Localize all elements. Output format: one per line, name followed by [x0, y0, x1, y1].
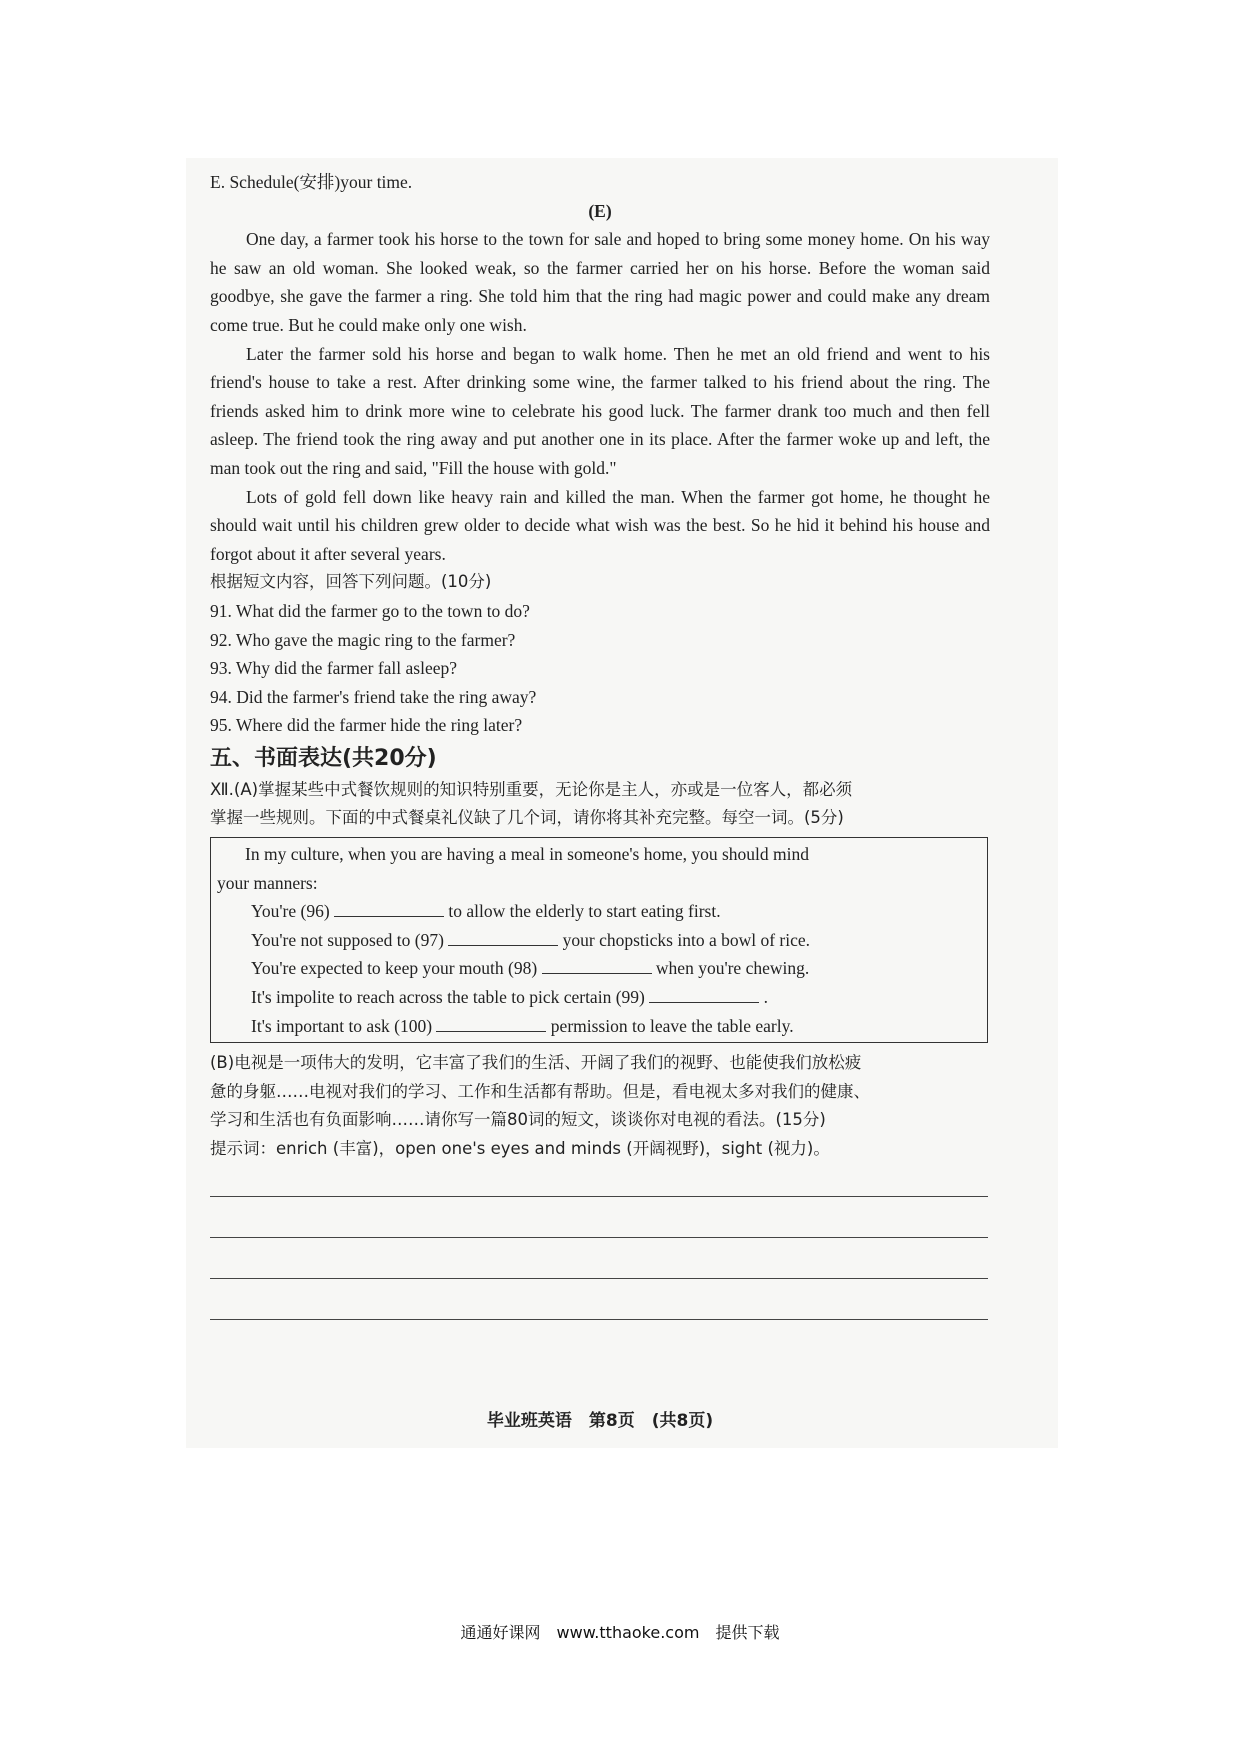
blank-98[interactable] — [542, 955, 652, 974]
box-intro: In my culture, when you are having a meal in someone's home, you should mind — [245, 844, 810, 865]
blank-item-99: It's impolite to reach across the table to pick certain (99) . — [211, 983, 987, 1012]
blank-97[interactable] — [448, 927, 558, 946]
answer-line[interactable] — [210, 1174, 988, 1197]
blank-100[interactable] — [436, 1013, 546, 1032]
writing-area[interactable] — [210, 1174, 990, 1320]
download-credit: 通通好课网 www.tthaoke.com 提供下载 — [460, 1623, 780, 1642]
part-a-instruction: 掌握一些规则。下面的中式餐桌礼仪缺了几个词，请你将其补充完整。每空一词。(5分) — [210, 808, 844, 828]
questions-instruction: 根据短文内容，回答下列问题。(10分) — [210, 572, 492, 592]
passage-paragraph: One day, a farmer took his horse to the town for sale and hoped to bring some money home. On his way he saw an old woman. She looked weak, so the farmer carried her on his horse. Before the woman said goodbye, she gave the farmer a ring. She told him that the ring had magic power and could make any dream come true. But he could make only one wish. — [210, 229, 990, 335]
box-intro: your manners: — [217, 872, 318, 893]
passage-paragraph: Lots of gold fell down like heavy rain and killed the man. When the farmer got home, he thought he should wait until his children grew older to decide what wish was the best. So he hid it behind his house and forgot about it after several years. — [210, 486, 990, 564]
question-item: 92. Who gave the magic ring to the farmer? — [210, 629, 516, 650]
answer-line[interactable] — [210, 1238, 988, 1279]
page-content — [210, 168, 990, 1320]
question-item: 95. Where did the farmer hide the ring later? — [210, 715, 523, 736]
blank-96[interactable] — [334, 898, 444, 917]
question-item: 91. What did the farmer go to the town to do? — [210, 600, 530, 621]
part-a-instruction: Ⅻ.(A)掌握某些中式餐饮规则的知识特别重要，无论你是主人，亦或是一位客人，都必须 — [210, 779, 853, 799]
intro-line: E. Schedule(安排)your time. — [210, 172, 413, 192]
etiquette-box — [210, 837, 988, 1043]
blank-99[interactable] — [649, 984, 759, 1003]
part-b-instruction: 学习和生活也有负面影响……请你写一篇80词的短文，谈谈你对电视的看法。(15分) — [210, 1110, 826, 1130]
part-b-instruction: 惫的身躯……电视对我们的学习、工作和生活都有帮助。但是，看电视太多对我们的健康、 — [210, 1081, 870, 1101]
answer-line[interactable] — [210, 1279, 988, 1320]
question-item: 93. Why did the farmer fall asleep? — [210, 658, 458, 679]
section-title: 五、书面表达(共20分) — [210, 745, 437, 771]
part-b-hint: 提示词：enrich (丰富)，open one's eyes and minds (开阔视野)，sight (视力)。 — [210, 1139, 830, 1158]
question-item: 94. Did the farmer's friend take the ring away? — [210, 686, 537, 707]
blank-item-97: You're not supposed to (97) your chopsticks into a bowl of rice. — [211, 926, 987, 955]
passage-label: (E) — [588, 200, 612, 221]
blank-item-96: You're (96) to allow the elderly to start eating first. — [211, 897, 987, 926]
passage-paragraph: Later the farmer sold his horse and began to walk home. Then he met an old friend and went to his friend's house to take a rest. After drinking some wine, the farmer talked to his friend about the ring. The friends asked him to drink more wine to celebrate his good luck. The farmer drank too much and then fell asleep. The friend took the ring away and put another one in its place. After the farmer woke up and left, the man took out the ring and said, "Fill the house with gold." — [210, 343, 990, 478]
blank-item-98: You're expected to keep your mouth (98) when you're chewing. — [211, 954, 987, 983]
answer-line[interactable] — [210, 1197, 988, 1238]
part-b-instruction: (B)电视是一项伟大的发明，它丰富了我们的生活、开阔了我们的视野、也能使我们放松疲 — [210, 1053, 862, 1073]
blank-item-100: It's important to ask (100) permission to leave the table early. — [211, 1012, 987, 1041]
page-footer: 毕业班英语 第8页 (共8页) — [486, 1411, 714, 1431]
